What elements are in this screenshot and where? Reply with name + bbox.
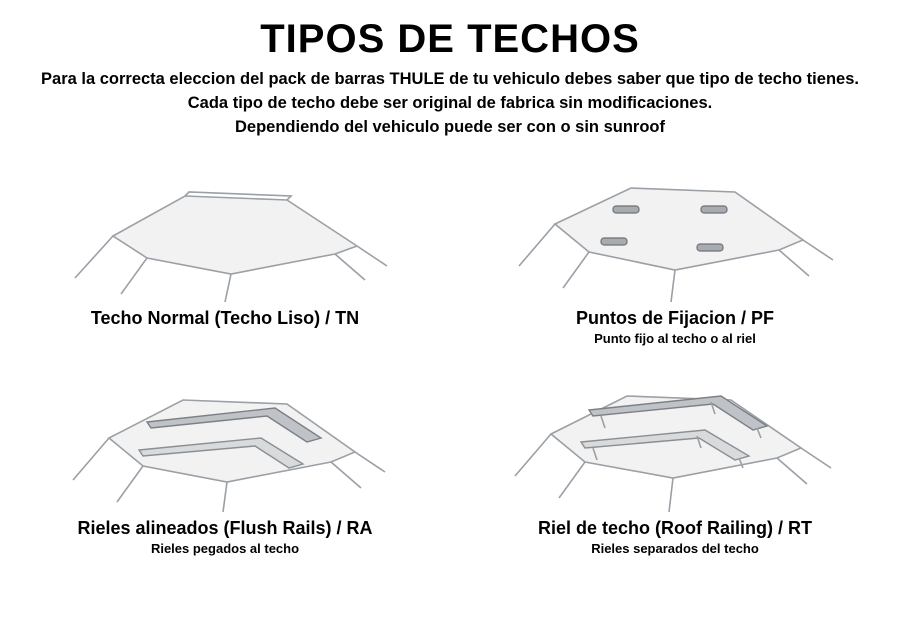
car-roof-plain-icon <box>35 162 415 302</box>
roof-type-card-pf <box>450 156 900 366</box>
roof-type-subtitle: Punto fijo al techo o al riel <box>594 330 756 346</box>
page-title: TIPOS DE TECHOS <box>260 17 640 61</box>
roof-type-title: Riel de techo (Roof Railing) / RT <box>538 517 812 538</box>
car-roof-fixpoints-icon <box>485 162 865 302</box>
intro-line-1: Para la correcta eleccion del pack de barras THULE de tu vehiculo debes saber que tipo de techo tienes. <box>41 70 859 88</box>
car-roof-flushrails-icon <box>35 372 415 512</box>
car-roof-railing-icon <box>485 372 865 512</box>
roof-type-title: Techo Normal (Techo Liso) / TN <box>90 307 360 328</box>
intro-line-2: Cada tipo de techo debe ser original de fabrica sin modificaciones. <box>187 93 713 112</box>
roof-type-title: Puntos de Fijacion / PF <box>575 307 775 328</box>
poster-root <box>0 18 900 618</box>
roof-type-card-ra <box>0 366 450 576</box>
roof-type-title: Rieles alineados (Flush Rails) / RA <box>77 517 373 538</box>
intro-line-3: Dependiendo del vehiculo puede ser con o sin sunroof <box>235 117 665 136</box>
roof-type-card-tn <box>0 156 450 366</box>
roof-type-card-rt <box>450 366 900 576</box>
roof-type-subtitle: Rieles pegados al techo <box>150 540 300 556</box>
roof-types-grid <box>0 156 900 576</box>
intro-paragraph <box>0 68 900 140</box>
roof-type-subtitle: Rieles separados del techo <box>591 540 759 556</box>
